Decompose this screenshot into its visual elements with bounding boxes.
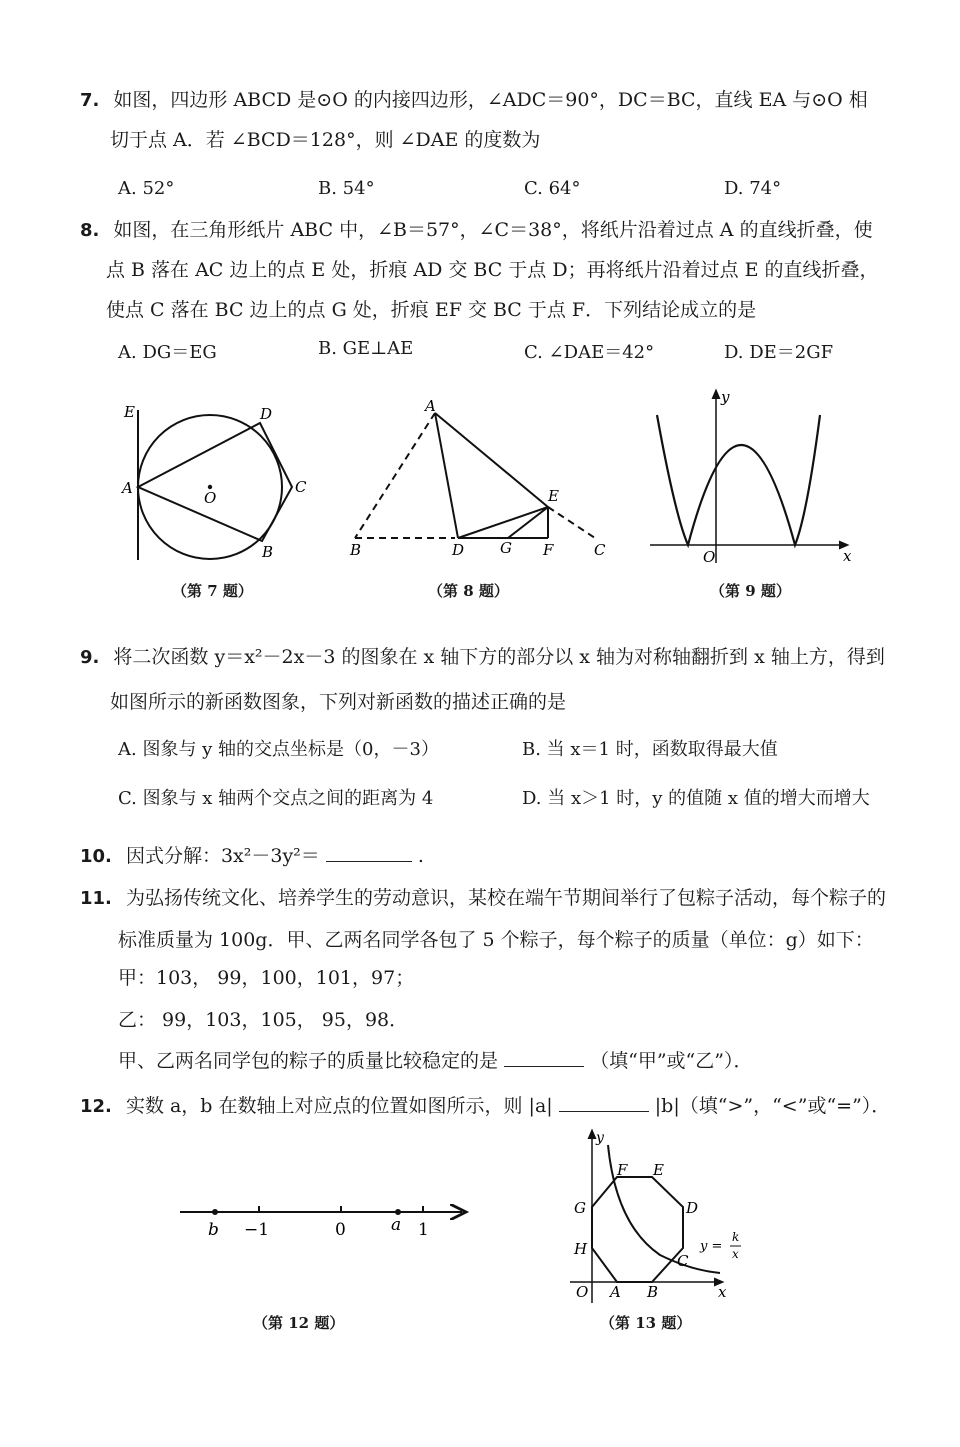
func-label-y: y = <box>700 1239 723 1254</box>
q9-option-a: A. 图象与 y 轴的交点坐标是（0，－3） <box>118 739 439 760</box>
q10-text: 因式分解：3x²－3y²＝ <box>125 845 320 867</box>
q9-number: 9. <box>80 647 100 668</box>
folded-function-curve <box>657 415 820 545</box>
label-o: O <box>576 1283 589 1301</box>
label-a: A <box>610 1283 621 1301</box>
figure-9 <box>645 385 860 570</box>
label-1: 1 <box>418 1220 429 1240</box>
caption-fig12: （第 12 题） <box>253 1314 345 1332</box>
label-a: A <box>425 397 436 415</box>
label-c: C <box>295 478 307 496</box>
label-y: y <box>721 388 730 406</box>
caption-fig8: （第 8 题） <box>428 582 509 600</box>
fold-line-ab <box>355 413 435 538</box>
q7-text-1: 如图，四边形 ABCD 是⊙O 的内接四边形，∠ADC＝90°，DC＝BC，直线 EA 与⊙O 相 <box>113 89 868 111</box>
label-e: E <box>124 403 135 421</box>
func-label-x: x <box>732 1247 739 1261</box>
segment-ad <box>435 413 458 538</box>
q12-line <box>80 1093 890 1119</box>
q8-option-d: D. DE＝2GF <box>724 342 834 363</box>
q8-number: 8. <box>80 220 100 241</box>
figure-7 <box>110 395 320 565</box>
q8-option-a: A. DG＝EG <box>118 342 217 363</box>
quadrilateral-abcd <box>138 423 292 541</box>
q9-option-b: B. 当 x＝1 时，函数取得最大值 <box>522 739 778 760</box>
q7-line1 <box>80 88 868 113</box>
label-o: O <box>703 548 716 566</box>
label-o: O <box>204 489 217 507</box>
point-b <box>212 1209 218 1215</box>
q11-line2: 标准质量为 100g．甲、乙两名同学各包了 5 个粽子，每个粽子的质量（单位：g）如下： <box>118 929 874 951</box>
label-f: F <box>617 1161 628 1179</box>
q9-option-d: D. 当 x＞1 时，y 的值随 x 值的增大而增大 <box>522 788 870 809</box>
label-b: B <box>647 1283 659 1301</box>
q7-option-a: A. 52° <box>118 178 175 199</box>
q9-option-c: C. 图象与 x 轴两个交点之间的距离为 4 <box>118 788 434 809</box>
label-c: C <box>677 1252 689 1270</box>
q8-option-b: B. GE⊥AE <box>318 338 414 359</box>
q8-line3: 使点 C 落在 BC 边上的点 G 处，折痕 EF 交 BC 于点 F．下列结论成立的是 <box>106 299 757 321</box>
label-d: D <box>260 405 273 423</box>
label-e: E <box>548 487 559 505</box>
q10-number: 10. <box>80 846 112 867</box>
q11-line1 <box>80 886 886 911</box>
segment-ge <box>508 507 548 538</box>
label-g: G <box>500 539 512 557</box>
q11-answer-blank[interactable] <box>504 1048 584 1067</box>
label-c: C <box>594 541 606 559</box>
q12-answer-blank[interactable] <box>559 1093 649 1112</box>
q11-line4-yi: 乙： 99，103，105， 95，98． <box>118 1009 409 1031</box>
q9-text-1: 将二次函数 y＝x²－2x－3 的图象在 x 轴下方的部分以 x 轴为对称轴翻折到 x 轴上方，得到 <box>113 646 885 668</box>
q9-line1 <box>80 645 885 670</box>
label-d: D <box>452 541 465 559</box>
segment-de <box>458 507 548 538</box>
q7-option-d: D. 74° <box>724 178 782 199</box>
label-b: B <box>350 541 362 559</box>
q7-line2: 切于点 A．若 ∠BCD＝128°，则 ∠DAE 的度数为 <box>110 129 541 151</box>
figure-13 <box>560 1125 760 1310</box>
label-x: x <box>843 547 852 565</box>
label-y: y <box>596 1130 604 1146</box>
q11-question: 甲、乙两名同学包的粽子的质量比较稳定的是 <box>118 1050 499 1072</box>
label-f: F <box>543 541 554 559</box>
figure-12-number-line <box>170 1185 480 1245</box>
label-g: G <box>574 1199 586 1217</box>
caption-fig7: （第 7 题） <box>172 582 253 600</box>
segment-ae <box>435 413 548 507</box>
figure-8 <box>340 395 615 565</box>
label-0: 0 <box>335 1220 346 1240</box>
q8-line2: 点 B 落在 AC 边上的点 E 处，折痕 AD 交 BC 于点 D；再将纸片沿着过点 E 的直线折叠， <box>106 259 879 281</box>
q12-number: 12. <box>80 1096 112 1117</box>
label-h: H <box>574 1240 588 1258</box>
q8-text-1: 如图，在三角形纸片 ABC 中，∠B＝57°，∠C＝38°，将纸片沿着过点 A 的直线折叠，使 <box>113 219 873 241</box>
caption-fig9: （第 9 题） <box>710 582 791 600</box>
label-x: x <box>718 1283 727 1301</box>
q9-line2: 如图所示的新函数图象，下列对新函数的描述正确的是 <box>110 691 567 713</box>
q7-number: 7. <box>80 90 100 111</box>
q10-line <box>80 843 424 869</box>
q12-text-b: |b|（填“>”，“<”或“=”）． <box>654 1095 891 1117</box>
q11-line3-jia: 甲：103， 99，100，101，97； <box>118 967 415 989</box>
label-neg1: −1 <box>244 1220 270 1240</box>
q8-line1 <box>80 218 873 243</box>
q12-text-a: 实数 a，b 在数轴上对应点的位置如图所示，则 |a| <box>125 1095 553 1117</box>
q7-option-b: B. 54° <box>318 178 375 199</box>
q10-answer-blank[interactable] <box>326 843 412 862</box>
octagon-abcdefgh <box>592 1177 683 1282</box>
label-b: B <box>262 543 274 561</box>
q10-end: . <box>417 845 424 867</box>
q11-hint: （填“甲”或“乙”）． <box>590 1050 753 1072</box>
q7-option-c: C. 64° <box>524 178 581 199</box>
label-a: A <box>122 479 133 497</box>
label-b: b <box>208 1220 219 1240</box>
label-d: D <box>686 1199 699 1217</box>
caption-fig13: （第 13 题） <box>600 1314 692 1332</box>
q11-number: 11. <box>80 888 112 909</box>
label-a: a <box>391 1215 402 1235</box>
q11-line5 <box>118 1048 752 1073</box>
fold-line-ec <box>548 507 595 538</box>
q11-text-1: 为弘扬传统文化、培养学生的劳动意识，某校在端午节期间举行了包粽子活动，每个粽子的 <box>125 887 886 909</box>
q8-option-c: C. ∠DAE＝42° <box>524 342 655 363</box>
label-e: E <box>653 1161 664 1179</box>
func-label-k: k <box>732 1230 740 1244</box>
